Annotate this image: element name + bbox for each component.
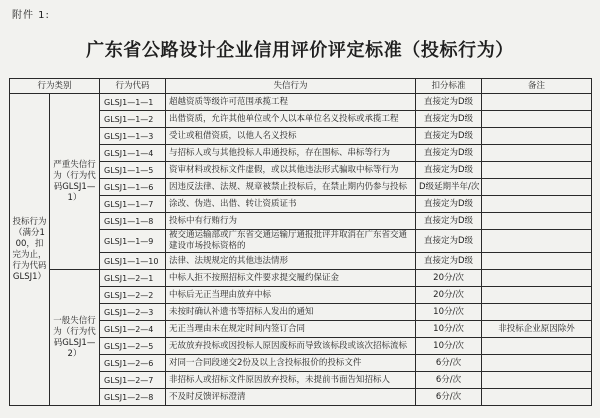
remark bbox=[482, 355, 592, 372]
category-serious-dishonesty: 严重失信行为（行为代码GLSJ1—1） bbox=[50, 94, 100, 270]
deduction-standard: 直接定为D级 bbox=[416, 162, 482, 179]
behavior-description: 非招标人或招标文件原因放弃投标，未提前书面告知招标人 bbox=[166, 372, 416, 389]
behavior-code: GLSJ1—2—3 bbox=[100, 304, 166, 321]
behavior-code: GLSJ1—1—9 bbox=[100, 230, 166, 253]
behavior-description: 涂改、伪造、出借、转让资质证书 bbox=[166, 196, 416, 213]
remark bbox=[482, 111, 592, 128]
deduction-standard: 直接定为D级 bbox=[416, 253, 482, 270]
behavior-description: 与招标人或与其他投标人串通投标，存在围标、串标等行为 bbox=[166, 145, 416, 162]
attachment-label: 附件 1: bbox=[12, 10, 50, 21]
behavior-description: 无故放弃投标或因投标人原因废标而导致该标段或该次招标流标 bbox=[166, 338, 416, 355]
header-remark: 备注 bbox=[482, 79, 592, 94]
deduction-standard: 直接定为D级 bbox=[416, 111, 482, 128]
table-row bbox=[10, 270, 592, 287]
remark bbox=[482, 270, 592, 287]
behavior-description: 受让或租借资质，以他人名义投标 bbox=[166, 128, 416, 145]
behavior-code: GLSJ1—1—1 bbox=[100, 94, 166, 111]
category-bidding-behavior: 投标行为（满分100，扣完为止，行为代码GLSJ1） bbox=[10, 94, 50, 406]
deduction-standard: 6分/次 bbox=[416, 389, 482, 406]
table-row bbox=[10, 94, 592, 111]
behavior-description: 因违反法律、法规、规章被禁止投标后，在禁止期内仍参与投标 bbox=[166, 179, 416, 196]
table-body bbox=[10, 94, 592, 406]
behavior-description: 对同一合同段递交2份及以上含投标报价的投标文件 bbox=[166, 355, 416, 372]
remark: 非投标企业原因除外 bbox=[482, 321, 592, 338]
credit-evaluation-table bbox=[9, 78, 592, 406]
table-header-row bbox=[10, 79, 592, 94]
behavior-code: GLSJ1—2—6 bbox=[100, 355, 166, 372]
deduction-standard: 10分/次 bbox=[416, 338, 482, 355]
behavior-description: 出借资质，允许其他单位或个人以本单位名义投标或承揽工程 bbox=[166, 111, 416, 128]
behavior-code: GLSJ1—2—8 bbox=[100, 389, 166, 406]
remark bbox=[482, 389, 592, 406]
behavior-description: 资审材料或投标文件虚假，或以其他违法形式骗取中标等行为 bbox=[166, 162, 416, 179]
behavior-code: GLSJ1—1—3 bbox=[100, 128, 166, 145]
remark bbox=[482, 145, 592, 162]
remark bbox=[482, 338, 592, 355]
deduction-standard: D级延期半年/次 bbox=[416, 179, 482, 196]
behavior-code: GLSJ1—1—2 bbox=[100, 111, 166, 128]
behavior-code: GLSJ1—1—4 bbox=[100, 145, 166, 162]
header-deduction: 扣分标准 bbox=[416, 79, 482, 94]
behavior-code: GLSJ1—1—8 bbox=[100, 213, 166, 230]
deduction-standard: 20分/次 bbox=[416, 270, 482, 287]
category-general-dishonesty: 一般失信行为（行为代码GLSJ1—2） bbox=[50, 270, 100, 406]
remark bbox=[482, 162, 592, 179]
deduction-standard: 直接定为D级 bbox=[416, 94, 482, 111]
behavior-description: 投标中有行贿行为 bbox=[166, 213, 416, 230]
remark bbox=[482, 230, 592, 253]
behavior-description: 中标后无正当理由放弃中标 bbox=[166, 287, 416, 304]
remark bbox=[482, 179, 592, 196]
deduction-standard: 6分/次 bbox=[416, 372, 482, 389]
behavior-code: GLSJ1—2—4 bbox=[100, 321, 166, 338]
behavior-code: GLSJ1—1—6 bbox=[100, 179, 166, 196]
deduction-standard: 10分/次 bbox=[416, 304, 482, 321]
header-code: 行为代码 bbox=[100, 79, 166, 94]
behavior-code: GLSJ1—1—10 bbox=[100, 253, 166, 270]
behavior-description: 超越资质等级许可范围承揽工程 bbox=[166, 94, 416, 111]
header-behavior: 失信行为 bbox=[166, 79, 416, 94]
behavior-description: 无正当理由未在规定时间内签订合同 bbox=[166, 321, 416, 338]
remark bbox=[482, 372, 592, 389]
deduction-standard: 直接定为D级 bbox=[416, 145, 482, 162]
deduction-standard: 直接定为D级 bbox=[416, 230, 482, 253]
deduction-standard: 直接定为D级 bbox=[416, 196, 482, 213]
behavior-description: 未按时确认补遗书等招标人发出的通知 bbox=[166, 304, 416, 321]
behavior-code: GLSJ1—2—1 bbox=[100, 270, 166, 287]
remark bbox=[482, 128, 592, 145]
behavior-code: GLSJ1—1—5 bbox=[100, 162, 166, 179]
remark bbox=[482, 213, 592, 230]
behavior-description: 被交通运输部或广东省交通运输厅通报批评并取消在广东省交通建设市场投标资格的 bbox=[166, 230, 416, 253]
deduction-standard: 直接定为D级 bbox=[416, 128, 482, 145]
remark bbox=[482, 304, 592, 321]
remark bbox=[482, 196, 592, 213]
behavior-code: GLSJ1—1—7 bbox=[100, 196, 166, 213]
deduction-standard: 10分/次 bbox=[416, 321, 482, 338]
behavior-description: 中标人拒不按照招标文件要求提交履约保证金 bbox=[166, 270, 416, 287]
header-category: 行为类别 bbox=[10, 79, 100, 94]
behavior-code: GLSJ1—2—5 bbox=[100, 338, 166, 355]
deduction-standard: 20分/次 bbox=[416, 287, 482, 304]
behavior-description: 法律、法规规定的其他违法情形 bbox=[166, 253, 416, 270]
document-title: 广东省公路设计企业信用评价评定标准（投标行为） bbox=[86, 40, 514, 61]
deduction-standard: 6分/次 bbox=[416, 355, 482, 372]
remark bbox=[482, 253, 592, 270]
behavior-code: GLSJ1—2—2 bbox=[100, 287, 166, 304]
deduction-standard: 直接定为D级 bbox=[416, 213, 482, 230]
remark bbox=[482, 94, 592, 111]
behavior-description: 不及时反馈评标澄清 bbox=[166, 389, 416, 406]
behavior-code: GLSJ1—2—7 bbox=[100, 372, 166, 389]
remark bbox=[482, 287, 592, 304]
